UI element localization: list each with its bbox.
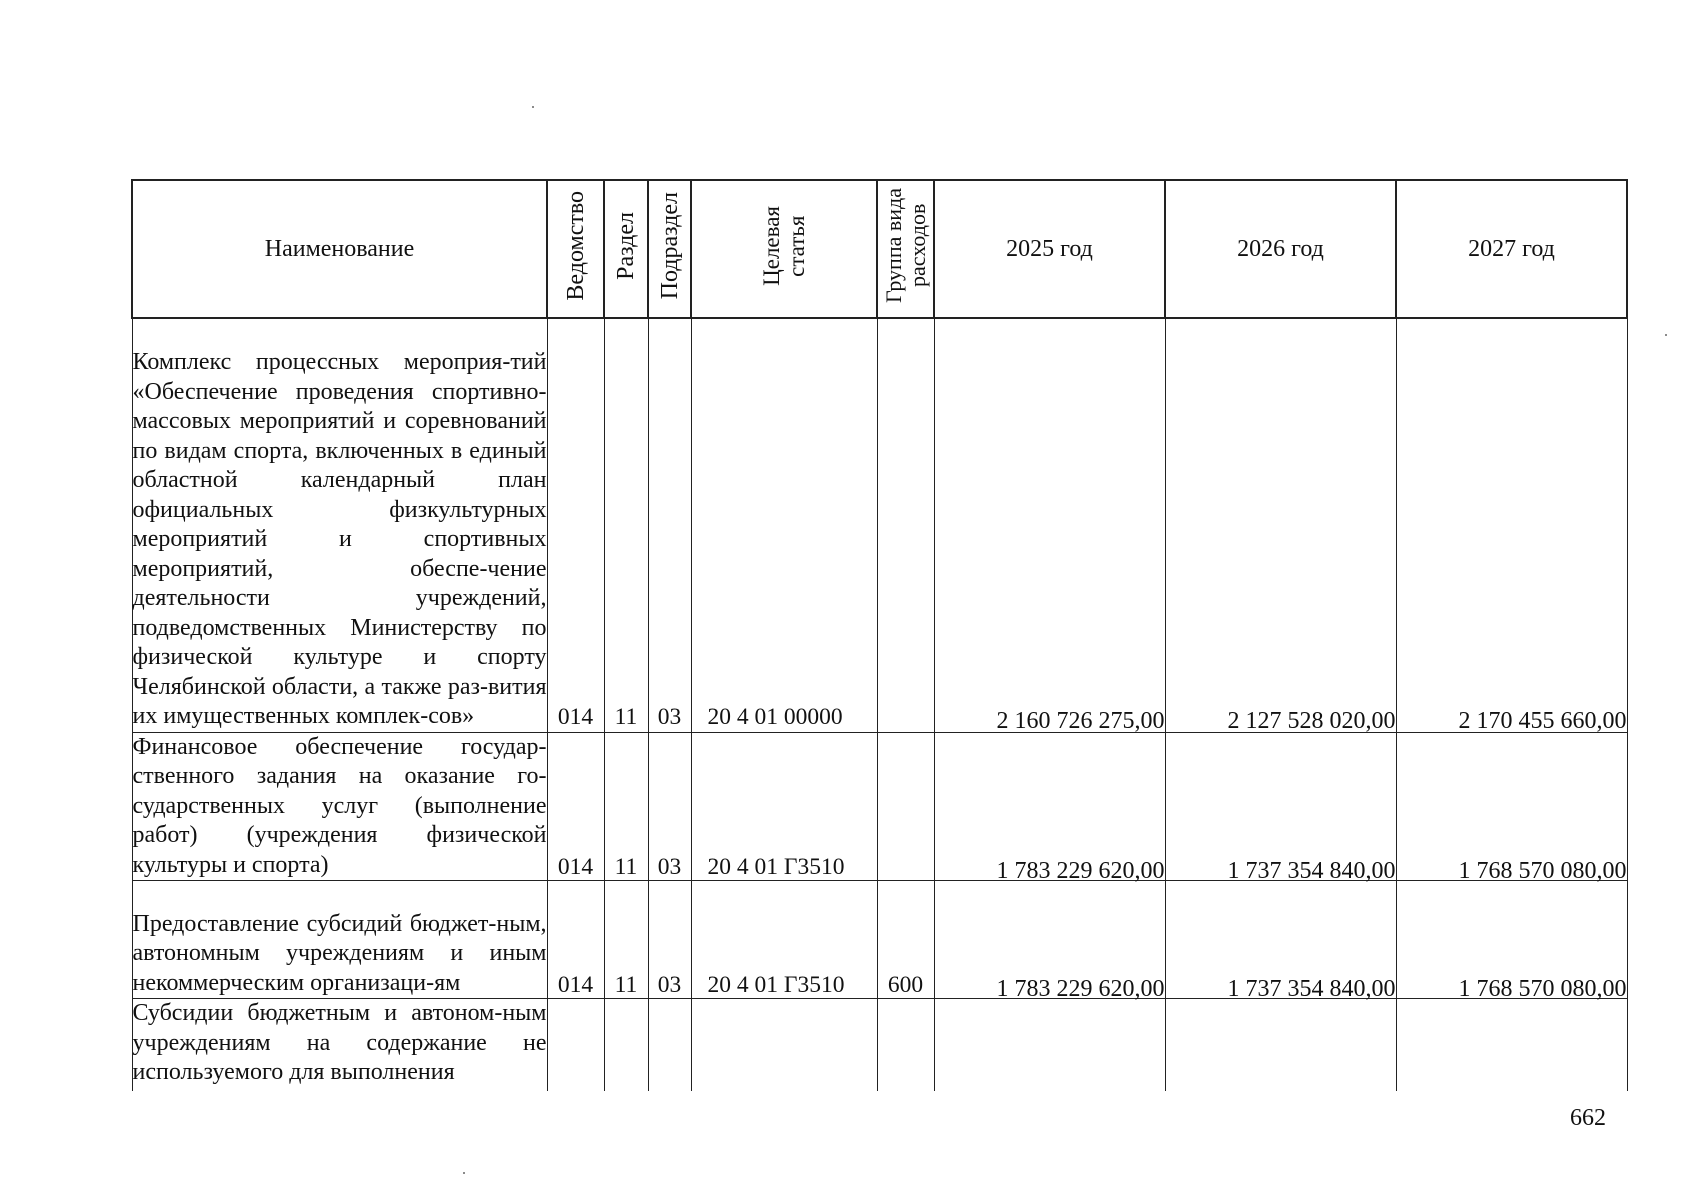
header-vedomstvo <box>547 180 604 318</box>
row-2027: 1 768 570 080,00 <box>1396 887 1627 1005</box>
header-celevaya <box>691 180 877 318</box>
row-podrazdel <box>648 999 691 1091</box>
row-name: Комплекс процессных мероприя-тий «Обеспечение проведения спортивно-массовых мероприятий и соревнований по видам спорта, включенных в единый областной календарный план официальных физкультурных мероприятий и спортивных мероприятий, обеспе-чение деятельности учреждений, подведомственных Министерству по физической культуре и спорту Челябинской области, а также раз-вития их имущественных комплек-сов» <box>132 318 547 732</box>
row-2025: 1 783 229 620,00 <box>934 887 1165 1005</box>
header-2026: 2026 год <box>1165 180 1396 318</box>
row-2026 <box>1165 999 1396 1091</box>
table-body <box>132 318 1627 1091</box>
row-name: Субсидии бюджетным и автоном-ным учреждениям на содержание не используемого для выполнения <box>132 999 547 1091</box>
row-gruppa <box>877 734 934 883</box>
row-podrazdel: 03 <box>648 883 691 1001</box>
header-2025: 2025 год <box>934 180 1165 318</box>
header-razdel-label: Раздел <box>613 211 639 280</box>
table-row <box>132 318 1627 732</box>
row-razdel <box>604 999 648 1091</box>
row-gruppa: 600 <box>877 883 934 1001</box>
row-celevaya: 20 4 01 Г3510 <box>691 734 877 883</box>
page-number: 662 <box>1570 1105 1606 1131</box>
row-2026: 1 737 354 840,00 <box>1165 887 1396 1005</box>
header-name: Наименование <box>132 180 547 318</box>
row-vedomstvo <box>547 999 604 1091</box>
row-2026: 1 737 354 840,00 <box>1165 738 1396 887</box>
header-gruppa <box>877 180 934 318</box>
table-row <box>132 881 1627 999</box>
row-vedomstvo: 014 <box>547 883 604 1001</box>
row-2025: 1 783 229 620,00 <box>934 738 1165 887</box>
header-podrazdel-label: Подраздел <box>656 191 683 300</box>
header-2027: 2027 год <box>1396 180 1627 318</box>
scan-speck <box>532 106 534 108</box>
table-row <box>132 999 1627 1091</box>
row-podrazdel: 03 <box>648 734 691 883</box>
header-vedomstvo-label: Ведомство <box>562 190 589 301</box>
table-header <box>132 180 1627 318</box>
row-name: Финансовое обеспечение государ-ственного задания на оказание го-сударственных услуг (выполнение работ) (учреждения физической культуры и спорта) <box>132 732 547 881</box>
row-2026: 2 127 528 020,00 <box>1165 322 1396 736</box>
table-row <box>132 732 1627 881</box>
row-razdel: 11 <box>604 734 648 883</box>
row-celevaya: 20 4 01 Г3510 <box>691 883 877 1001</box>
row-celevaya: 20 4 01 00000 <box>691 318 877 732</box>
row-2027: 1 768 570 080,00 <box>1396 738 1627 887</box>
row-gruppa <box>877 318 934 732</box>
row-2025: 2 160 726 275,00 <box>934 322 1165 736</box>
scan-speck <box>463 1172 465 1174</box>
header-gruppa-label: Группа вида расходов <box>880 188 930 303</box>
row-razdel: 11 <box>604 883 648 1001</box>
row-gruppa <box>877 999 934 1091</box>
row-2025 <box>934 999 1165 1091</box>
row-vedomstvo: 014 <box>547 734 604 883</box>
row-podrazdel: 03 <box>648 318 691 732</box>
header-razdel <box>604 180 648 318</box>
row-celevaya <box>691 999 877 1091</box>
row-name: Предоставление субсидий бюджет-ным, автономным учреждениям и иным некоммерческим организаци-ям <box>132 881 547 999</box>
header-podrazdel <box>648 180 691 318</box>
header-celevaya-label: Целевая статья <box>759 205 809 286</box>
scan-speck <box>1665 334 1667 336</box>
row-2027 <box>1396 999 1627 1091</box>
row-razdel: 11 <box>604 318 648 732</box>
budget-table <box>131 179 1628 1091</box>
row-vedomstvo: 014 <box>547 318 604 732</box>
row-2027: 2 170 455 660,00 <box>1396 322 1627 736</box>
